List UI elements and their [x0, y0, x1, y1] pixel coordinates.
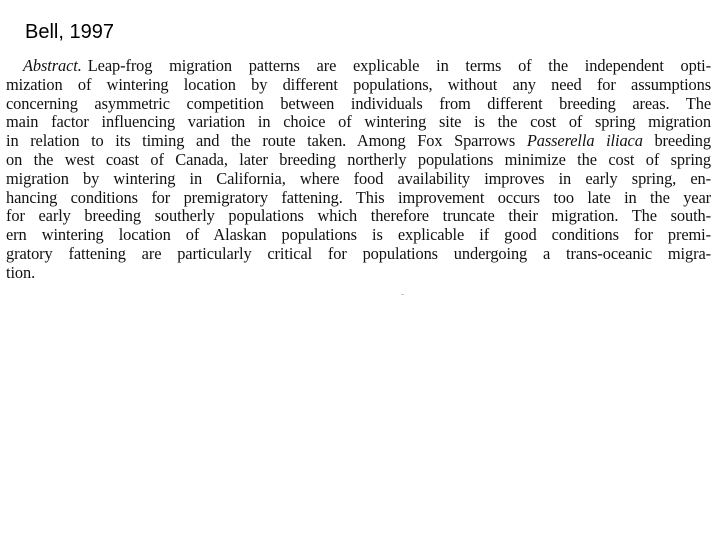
abstract-scan	[6, 57, 711, 283]
abstract-line-7: migration by wintering in California, where food availability improves in early spring, en-	[6, 169, 711, 188]
abstract-line-4: main factor influencing variation in choice of wintering site is the cost of spring migration	[6, 113, 711, 132]
abstract-line-5	[6, 132, 711, 151]
abstract-line-12: tion.	[6, 263, 36, 282]
abstract-label: Abstract.	[23, 57, 82, 75]
abstract-line-6: on the west coast of Canada, later breeding northerly populations minimize the cost of spring	[6, 150, 711, 169]
abstract-line-10: ern wintering location of Alaskan populations is explicable if good conditions for premi-	[6, 226, 711, 245]
abstract-line-8: hancing conditions for premigratory fattening. This improvement occurs too late in the year	[6, 188, 711, 207]
slide-title: Bell, 1997	[25, 21, 114, 43]
abstract-text-5: in relation to its timing and the route taken. Among Fox Sparrows	[6, 132, 527, 151]
abstract-line-11: gratory fattening are particularly critical for populations undergoing a trans-oceanic migra-	[6, 244, 711, 263]
abstract-line-1	[6, 57, 711, 76]
abstract-text-1: Leap-frog migration patterns are explicable in terms of the independent opti-	[87, 57, 711, 75]
abstract-line-9: for early breeding southerly populations which therefore truncate their migration. The south-	[6, 207, 711, 226]
scan-speck	[401, 294, 404, 295]
abstract-line-3: concerning asymmetric competition between individuals from different breeding areas. The	[6, 94, 711, 113]
abstract-line-2: mization of wintering location by different populations, without any need for assumptions	[6, 75, 711, 94]
species-name: Passerella iliaca	[526, 132, 643, 151]
abstract-text-5b: breeding	[642, 132, 711, 151]
